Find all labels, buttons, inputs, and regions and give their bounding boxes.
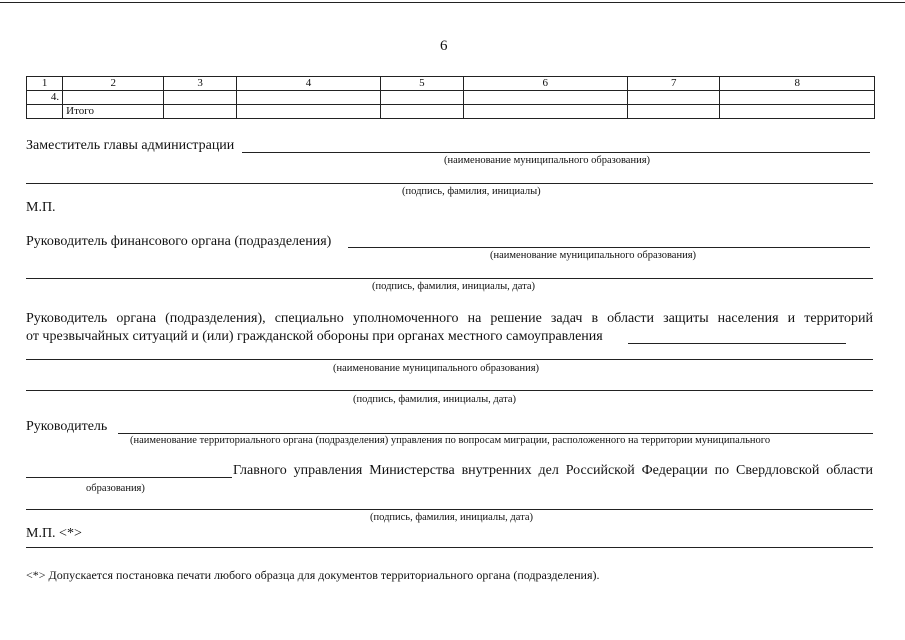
table-cell bbox=[381, 91, 463, 105]
table-row bbox=[27, 105, 875, 119]
table-header-cell: 2 bbox=[63, 77, 164, 91]
caption-migration-organ: (наименование территориального органа (подразделения) управления по вопросам миграции, расположенного на территории муниципального bbox=[130, 435, 771, 446]
table-cell: Итого bbox=[63, 105, 164, 119]
migration-municipality-line[interactable] bbox=[26, 477, 232, 478]
migration-organ-line[interactable] bbox=[118, 433, 873, 434]
caption-municipality: (наименование муниципального образования) bbox=[490, 250, 697, 261]
table-cell bbox=[27, 105, 63, 119]
migration-head-label: Руководитель bbox=[26, 419, 108, 434]
table-cell bbox=[164, 105, 236, 119]
table-cell: 4. bbox=[27, 91, 63, 105]
civil-defense-label-line1: Руководитель органа (подразделения), специально уполномоченного на решение задач в области защиты населения и территорий bbox=[26, 311, 873, 326]
deputy-municipality-line[interactable] bbox=[242, 152, 870, 153]
data-table bbox=[26, 76, 875, 119]
deputy-head-label: Заместитель главы администрации bbox=[26, 138, 235, 153]
bottom-rule bbox=[26, 547, 873, 548]
table-row bbox=[27, 91, 875, 105]
table-cell bbox=[381, 105, 463, 119]
top-border-line bbox=[0, 2, 905, 3]
table-header-cell: 8 bbox=[720, 77, 875, 91]
table-cell bbox=[720, 91, 875, 105]
table-header-row bbox=[27, 77, 875, 91]
table-cell bbox=[236, 91, 381, 105]
table-header-cell: 5 bbox=[381, 77, 463, 91]
table-header-cell: 4 bbox=[236, 77, 381, 91]
table-cell bbox=[63, 91, 164, 105]
deputy-signature-line[interactable] bbox=[26, 183, 873, 184]
table-header-cell: 3 bbox=[164, 77, 236, 91]
finance-signature-line[interactable] bbox=[26, 278, 873, 279]
table-cell bbox=[628, 105, 720, 119]
caption-migration-municipality: образования) bbox=[86, 483, 145, 494]
table-cell bbox=[236, 105, 381, 119]
civil-defense-municipality-line[interactable] bbox=[26, 359, 873, 360]
footnote: <*> Допускается постановка печати любого образца для документов территориального органа (подразделения). bbox=[26, 568, 600, 582]
table-cell bbox=[628, 91, 720, 105]
page-number: 6 bbox=[440, 38, 448, 54]
migration-signature-line[interactable] bbox=[26, 509, 873, 510]
finance-municipality-line[interactable] bbox=[348, 247, 870, 248]
table-cell bbox=[463, 91, 628, 105]
civil-defense-label-line2: от чрезвычайных ситуаций и (или) гражданской обороны при органах местного самоуправления bbox=[26, 329, 603, 344]
table-header-cell: 6 bbox=[463, 77, 628, 91]
caption-municipality: (наименование муниципального образования) bbox=[444, 155, 651, 166]
civil-defense-signature-line[interactable] bbox=[26, 390, 873, 391]
caption-signature-date: (подпись, фамилия, инициалы, дата) bbox=[372, 281, 536, 292]
ministry-text: Главного управления Министерства внутренних дел Российской Федерации по Свердловской области bbox=[233, 463, 873, 478]
caption-municipality: (наименование муниципального образования) bbox=[333, 363, 540, 374]
finance-head-label: Руководитель финансового органа (подразделения) bbox=[26, 234, 332, 249]
seal-mark: М.П. bbox=[26, 200, 56, 215]
caption-signature-date: (подпись, фамилия, инициалы, дата) bbox=[370, 512, 534, 523]
table-cell bbox=[463, 105, 628, 119]
table-header-cell: 7 bbox=[628, 77, 720, 91]
table-header-cell: 1 bbox=[27, 77, 63, 91]
civil-defense-inline-line[interactable] bbox=[628, 343, 846, 344]
seal-mark-footnoted: М.П. <*> bbox=[26, 526, 82, 541]
table-cell bbox=[720, 105, 875, 119]
caption-signature-date: (подпись, фамилия, инициалы, дата) bbox=[353, 394, 517, 405]
table-cell bbox=[164, 91, 236, 105]
caption-signature: (подпись, фамилия, инициалы) bbox=[402, 186, 541, 197]
